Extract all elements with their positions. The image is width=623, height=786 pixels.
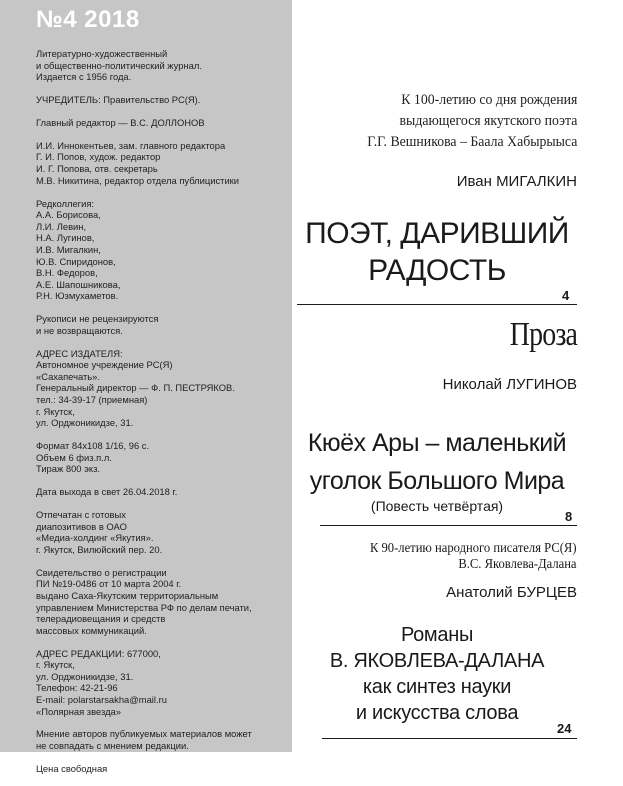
colophon-price: Цена свободная bbox=[36, 762, 108, 774]
toc-entry2-title[interactable]: Кюёх Ары – маленький уголок Большого Мира bbox=[307, 429, 567, 495]
colophon-text bbox=[36, 48, 286, 786]
toc-entry3-rule bbox=[322, 738, 577, 739]
colophon-founder: УЧРЕДИТЕЛЬ: Правительство РС(Я). bbox=[36, 94, 201, 106]
colophon-editorial-address: АДРЕС РЕДАКЦИИ: 677000, г. Якутск, ул. Орджоникидзе, 31. Телефон: 42-21-96 E-mail: polarstarsakha@mail.ru «Полярная звезда» bbox=[36, 647, 167, 717]
colophon-editor-in-chief: Главный редактор — В.С. ДОЛЛОНОВ bbox=[36, 116, 205, 128]
colophon-disclaimer: Мнение авторов публикуемых материалов может не совпадать с мнением редакции. bbox=[36, 728, 252, 752]
toc-entry3-title[interactable]: Романы В. ЯКОВЛЕВА-ДАЛАНА как синтез науки и искусства слова bbox=[329, 624, 545, 724]
colophon-printer: Отпечатан с готовых диапозитивов в ОАО «Медиа-холдинг «Якутия». г. Якутск, Вилюйский пер. 20. bbox=[36, 509, 163, 555]
toc-entry3-author: Анатолий БУРЦЕВ bbox=[446, 584, 577, 601]
toc-entry3-page[interactable]: 24 bbox=[557, 721, 572, 736]
colophon-release-date: Дата выхода в свет 26.04.2018 г. bbox=[36, 486, 178, 498]
issue-number: №4 2018 bbox=[36, 6, 140, 33]
colophon-panel bbox=[0, 0, 292, 774]
colophon-editorial-board: Редколлегия: А.А. Борисова, Л.И. Левин, Н.А. Лугинов, И.В. Мигалкин, Ю.В. Спиридонов, В.Н. Федоров, А.Е. Шапошникова, Р.Н. Юзмухаметов. bbox=[36, 197, 121, 302]
toc-entry2-subtitle: (Повесть четвёртая) bbox=[370, 498, 504, 514]
toc-entry3-dedication: К 90-летию народного писателя РС(Я) В.С. Яковлева-Далана bbox=[370, 541, 577, 572]
table-of-contents bbox=[292, 0, 603, 752]
toc-entry1-author: Иван МИГАЛКИН bbox=[456, 173, 577, 190]
toc-entry2-author: Николай ЛУГИНОВ bbox=[442, 376, 577, 393]
colophon-description: Литературно-художественный и общественно-политический журнал. Издается с 1956 года. bbox=[36, 48, 202, 83]
toc-entry1-dedication: К 100-летию со дня рождения выдающегося якутского поэта Г.Г. Вешникова – Баала Хабырыыса bbox=[366, 92, 577, 150]
colophon-manuscripts: Рукописи не рецензируются и не возвращаются. bbox=[36, 313, 159, 336]
colophon-editors: И.И. Иннокентьев, зам. главного редактора Г. И. Попов, худож. редактор И. Г. Попова, отв. секретарь М.В. Никитина, редактор отдела публицистики bbox=[36, 139, 240, 186]
section-heading-prose: Проза bbox=[509, 316, 577, 353]
colophon-publisher-address: АДРЕС ИЗДАТЕЛЯ: Автономное учреждение РС(Я) «Сахапечать». Генеральный директор — Ф. П. ПЕСТРЯКОВ. тел.: 34-39-17 (приемная) г. Якутск, ул. Орджоникидзе, 31. bbox=[36, 347, 235, 429]
colophon-registration: Свидетельство о регистрации ПИ №19-0486 от 10 марта 2004 г. выдано Саха-Якутским территориальным управлением Министерства РФ по делам печати, телерадиовещания и средств массовых коммуникаций. bbox=[36, 566, 252, 636]
toc-entry2-rule bbox=[320, 525, 577, 526]
toc-entry2-page[interactable]: 8 bbox=[565, 509, 573, 524]
page-edge bbox=[603, 0, 623, 752]
colophon-format: Формат 84x108 1/16, 96 с. Объем 6 физ.п.л. Тираж 800 экз. bbox=[36, 440, 150, 475]
toc-entry1-title[interactable]: ПОЭТ, ДАРИВШИЙ РАДОСТЬ bbox=[305, 217, 569, 287]
toc-entry1-rule bbox=[297, 304, 577, 305]
toc-entry1-page[interactable]: 4 bbox=[562, 288, 570, 303]
